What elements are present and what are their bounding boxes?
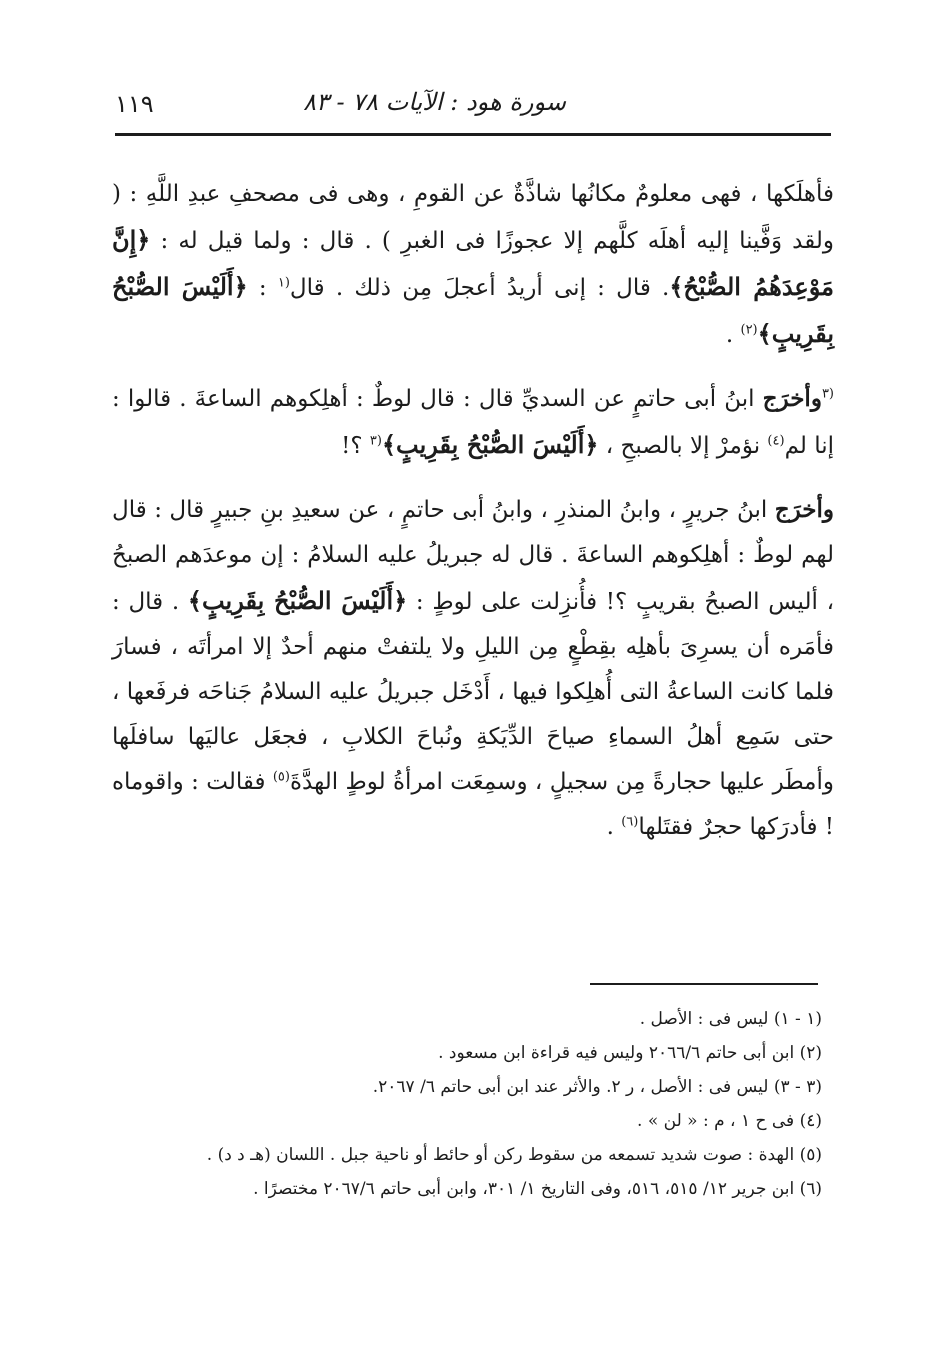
text-segment: . bbox=[725, 322, 741, 348]
paragraph-3 bbox=[112, 487, 834, 850]
footnote-ref: (٦) bbox=[621, 814, 639, 830]
footnote-3: (٣ - ٣) ليس فى : الأصل ، ر ٢. والأثر عند ابن أبى حاتم ٦/ ٢٠٦٧. bbox=[372, 1077, 822, 1097]
footnote-ref: (٥) bbox=[272, 769, 290, 785]
footnote-5: (٥) الهدة : صوت شديد تسمعه من سقوط ركن أو حائط أو ناحية جبل . اللسان (هـ د د) . bbox=[206, 1145, 822, 1165]
text-segment: ابنُ أبى حاتمٍ عن السديِّ قال : قال لوطٌ : أهلِكوهم الساعةَ . قالوا : إنا لم bbox=[112, 386, 834, 459]
text-segment: ؟! bbox=[341, 433, 370, 459]
footnote-6: (٦) ابن جرير ١٢/ ٥١٥، ٥١٦، وفى التاريخ ١/ ٣٠١، وابن أبى حاتم ٢٠٦٧/٦ مختصرًا . bbox=[253, 1179, 822, 1199]
text-segment: . قال : فأمَره أن يسرِىَ بأهلِه بقِطْعٍ مِن الليلِ ولا يلتفتْ منهم أحدٌ إلا امرأتَه ، فسارَ فلما كانت الساعةُ التى أُهلِكوا فيها ، أَدْخَل جبريلُ عليه السلامُ جَناحَه فرفَعها ، حتى سَمِع أهلُ السماءِ صياحَ الدِّيَكةِ ونُباحَ الكلابِ ، فجعَل عاليَها سافلَها وأمطَر عليها حجارةً مِن سجيلٍ ، وسمِعَت امرأةُ لوطٍ الهدَّةَ bbox=[112, 589, 834, 795]
footnote-ref: (١ bbox=[277, 275, 290, 291]
paragraph-lead-word: وأخرَج bbox=[774, 496, 834, 523]
text-segment: : bbox=[247, 275, 278, 301]
quran-verse: ﴿إِنَّ مَوْعِدَهُمُ الصُّبْحُ﴾ bbox=[112, 225, 835, 301]
paragraph-2 bbox=[112, 376, 834, 469]
footnote-2: (٢) ابن أبى حاتم ٢٠٦٦/٦ وليس فيه قراءة ابن مسعود . bbox=[438, 1043, 822, 1063]
running-header bbox=[115, 80, 831, 132]
text-segment: نؤمرْ إلا بالصبحِ ، bbox=[598, 433, 768, 459]
footnote-ref: (٣ bbox=[821, 386, 834, 402]
footnote-1: (١ - ١) ليس فى : الأصل . bbox=[639, 1009, 822, 1029]
surah-header-title: سورة هود : الآيات ٧٨ - ٨٣ bbox=[303, 88, 566, 116]
header-divider bbox=[115, 133, 831, 136]
quran-verse: ﴿أَلَيْسَ الصُّبْحُ بِقَرِيبٍ﴾ bbox=[187, 586, 408, 615]
paragraph-1 bbox=[112, 172, 834, 358]
text-segment: ابنُ جريرٍ ، وابنُ المنذرِ ، وابنُ أبى حاتمٍ ، عن سعيدِ بنِ جبيرٍ قال : قال لهم لوطٌ : أهلِكوهم الساعةَ . قال له جبريلُ عليه السلامُ : إن موعدَهم الصبحُ ، أليس الصبحُ بقريبٍ ؟! فأُنزِلت على لوطٍ : bbox=[112, 497, 834, 615]
footnotes-list bbox=[112, 1002, 822, 1206]
main-text bbox=[112, 172, 834, 868]
paragraph-lead-word: وأخرَج bbox=[762, 385, 822, 412]
text-segment: فقالت : واقوماه ! فأدرَكها حجرٌ فقتَلها bbox=[112, 769, 834, 840]
text-segment: . قال : إنى أريدُ أعجلَ مِن ذلك . قال bbox=[289, 275, 670, 301]
text-segment: . bbox=[606, 814, 622, 840]
page-number: ١١٩ bbox=[115, 90, 154, 118]
footnote-ref: (٢) bbox=[740, 322, 758, 338]
quran-verse: ﴿أَلَيْسَ الصُّبْحُ بِقَرِيبٍ﴾ bbox=[112, 272, 834, 348]
footnote-divider bbox=[590, 983, 818, 985]
footnote-4: (٤) فى ح ١ ، م : « لن » . bbox=[637, 1111, 822, 1131]
text-segment: فأهلَكها ، فهى معلومٌ مكانُها شاذَّةٌ عن القومِ ، وهى فى مصحفِ عبدِ اللَّهِ : ( ولقد وَفَّينا إليه أهلَه كلَّهم إلا عجوزًا فى الغبرِ ) . قال : ولما قيل له : bbox=[112, 181, 834, 254]
footnote-ref: (٣ bbox=[369, 433, 382, 449]
quran-verse: ﴿أَلَيْسَ الصُّبْحُ بِقَرِيبٍ﴾ bbox=[381, 430, 599, 459]
footnote-ref: (٤) bbox=[767, 433, 785, 449]
